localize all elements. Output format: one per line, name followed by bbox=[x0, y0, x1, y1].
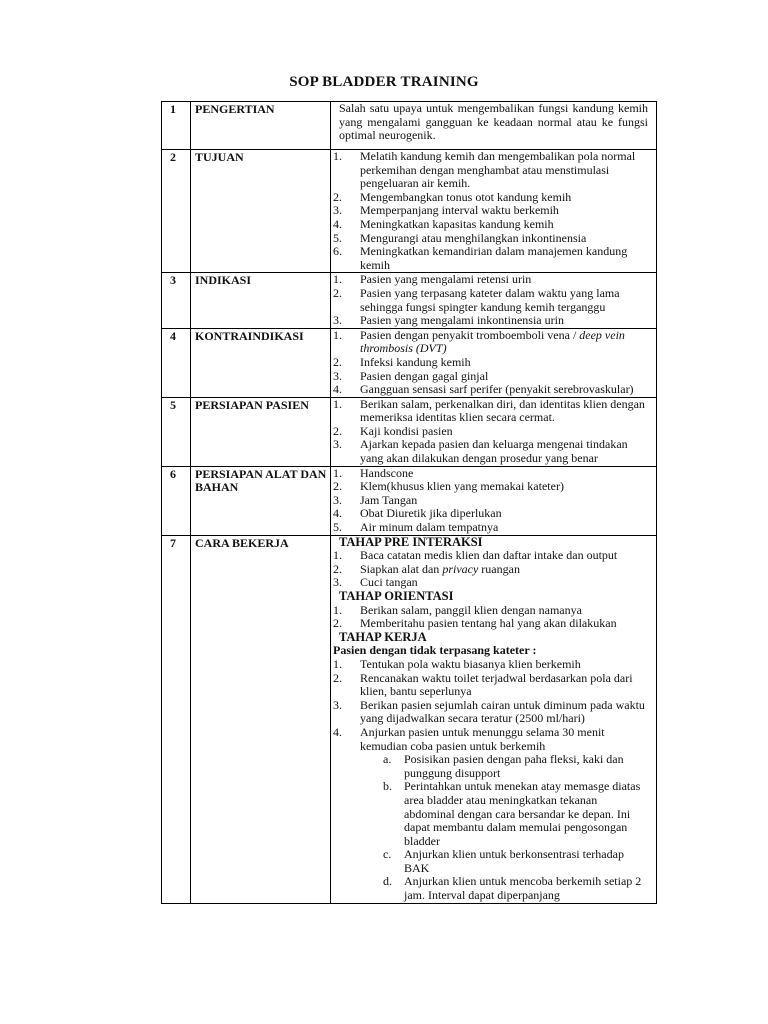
table-row bbox=[162, 150, 657, 273]
work-stage-sublist bbox=[333, 753, 648, 903]
row-number: 2 bbox=[162, 150, 191, 273]
list-item: 1. Melatih kandung kemih dan mengembalikan pola normal perkemihan dengan menghambat atau menstimulasi pengeluaran air kemih. bbox=[333, 149, 636, 191]
row-heading: TUJUAN bbox=[191, 150, 331, 273]
table-row bbox=[162, 466, 657, 535]
list-item: a. Posisikan pasien dengan paha fleksi, kaki dan punggung disupport bbox=[383, 752, 624, 780]
list-item: 2. Memberitahu pasien tentang hal yang akan dilakukan bbox=[333, 616, 617, 631]
list-item: 4. Meningkatkan kapasitas kandung kemih bbox=[333, 216, 554, 231]
table-row bbox=[162, 535, 657, 903]
list-item: 3. Memperpanjang interval waktu berkemih bbox=[333, 203, 559, 218]
list-item: 1. Pasien yang mengalami retensi urin bbox=[333, 272, 532, 287]
row-number: 6 bbox=[162, 466, 191, 535]
contraindication-list bbox=[333, 329, 648, 397]
orientation-heading: TAHAP ORIENTASI bbox=[339, 589, 454, 603]
list-item: 5. Air minum dalam tempatnya bbox=[333, 520, 499, 535]
sop-table bbox=[161, 101, 657, 904]
list-item: 4. Gangguan sensasi sarf perifer (penyakit serebrovaskular) bbox=[333, 382, 634, 397]
row-heading: INDIKASI bbox=[191, 273, 331, 328]
list-item: 3. Jam Tangan bbox=[333, 492, 418, 507]
row-number: 3 bbox=[162, 273, 191, 328]
orientation-list bbox=[333, 604, 648, 631]
equipment-list bbox=[333, 467, 648, 535]
row-heading: PERSIAPAN PASIEN bbox=[191, 397, 331, 466]
list-item: 1. Pasien dengan penyakit tromboemboli vena / deep vein thrombosis (DVT) bbox=[333, 327, 625, 356]
list-item: 6. Meningkatkan kemandirian dalam manajemen kandung kemih bbox=[333, 244, 628, 272]
list-item: 1. Berikan salam, panggil klien dengan namanya bbox=[333, 602, 582, 617]
list-item: 3. Berikan pasien sejumlah cairan untuk diminum pada waktu yang dijadwalkan secara teratur (2500 ml/hari) bbox=[333, 697, 645, 726]
list-item: 1. Baca catatan medis klien dan daftar intake dan output bbox=[333, 548, 618, 563]
list-item: 1. Handscone bbox=[333, 465, 414, 480]
list-item: d. Anjurkan klien untuk mencoba berkemih setiap 2 jam. Interval dapat diperpanjang bbox=[383, 874, 642, 903]
list-item: 5. Mengurangi atau menghilangkan inkontinensia bbox=[333, 230, 587, 245]
list-item: 3. Cuci tangan bbox=[333, 575, 418, 590]
list-item: 2. Rencanakan waktu toilet terjadwal berdasarkan pola dari klien, bantu seperlunya bbox=[333, 670, 633, 699]
list-item: 3. Ajarkan kepada pasien dan keluarga mengenai tindakan yang akan dilakukan dengan prosedur yang benar bbox=[333, 437, 628, 466]
row-number: 1 bbox=[162, 102, 191, 150]
objective-list bbox=[333, 150, 648, 272]
work-stage-heading: TAHAP KERJA bbox=[339, 629, 427, 644]
row-heading: PENGERTIAN bbox=[191, 102, 331, 150]
table-row bbox=[162, 102, 657, 150]
list-item: 3. Pasien yang mengalami inkontinensia urin bbox=[333, 313, 564, 328]
pre-interaction-list bbox=[333, 549, 648, 590]
table-row bbox=[162, 273, 657, 328]
list-item: 1. Tentukan pola waktu biasanya klien berkemih bbox=[333, 656, 581, 671]
list-item: 2. Pasien yang terpasang kateter dalam waktu yang lama sehingga fungsi spingter kandung kemih terganggu bbox=[333, 285, 620, 314]
list-item: 2. Mengembangkan tonus otot kandung kemih bbox=[333, 189, 572, 204]
list-item: 2. Kaji kondisi pasien bbox=[333, 423, 453, 438]
row-number: 7 bbox=[162, 535, 191, 903]
list-item: 1. Berikan salam, perkenalkan diri, dan identitas klien dengan memeriksa identitas klien secara cermat. bbox=[333, 396, 645, 425]
table-row bbox=[162, 397, 657, 466]
row-heading: CARA BEKERJA bbox=[191, 535, 331, 903]
list-item: 4. Anjurkan pasien untuk menunggu selama 30 menit kemudian coba pasien untuk berkemih bbox=[333, 724, 605, 753]
document-title: SOP BLADDER TRAINING bbox=[289, 74, 479, 90]
list-item: b. Perintahkan untuk menekan atay memasge diatas area bladder atau meningkatkan tekanan abdominal dengan cara bersandar ke depan. Ini dapat membantu dalam memulai pengosongan bladder bbox=[383, 779, 641, 848]
definition-text: Salah satu upaya untuk mengembalikan fungsi kandung kemih yang mengalami gangguan ke keadaan normal atau ke fungsi optimal neurogenik. bbox=[339, 101, 648, 143]
work-stage-subheading: Pasien dengan tidak terpasang kateter : bbox=[333, 643, 537, 658]
list-item: 4. Obat Diuretik jika diperlukan bbox=[333, 506, 502, 521]
indication-list bbox=[333, 273, 648, 327]
row-number: 5 bbox=[162, 397, 191, 466]
row-number: 4 bbox=[162, 328, 191, 397]
work-stage-list bbox=[333, 658, 648, 753]
list-item: 3. Pasien dengan gagal ginjal bbox=[333, 368, 489, 383]
row-heading: PERSIAPAN ALAT DAN BAHAN bbox=[191, 466, 331, 535]
patient-preparation-list bbox=[333, 398, 648, 466]
list-item: c. Anjurkan klien untuk berkonsentrasi terhadap BAK bbox=[383, 847, 624, 875]
pre-interaction-heading: TAHAP PRE INTERAKSI bbox=[339, 534, 483, 549]
list-item: 2. Siapkan alat dan privacy ruangan bbox=[333, 561, 520, 576]
list-item: 2. Klem(khusus klien yang memakai kateter) bbox=[333, 479, 564, 494]
list-item: 2. Infeksi kandung kemih bbox=[333, 354, 471, 369]
row-heading: KONTRAINDIKASI bbox=[191, 328, 331, 397]
table-row bbox=[162, 328, 657, 397]
